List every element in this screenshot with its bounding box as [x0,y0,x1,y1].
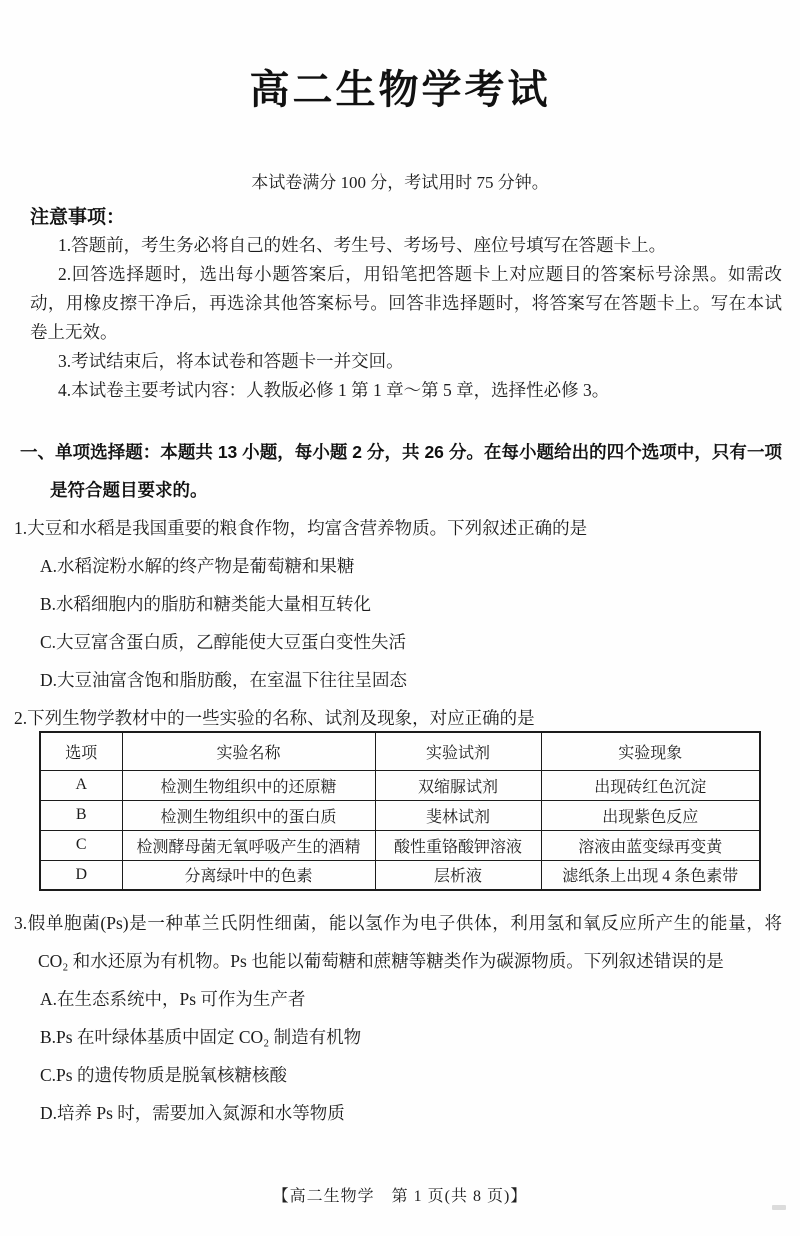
table-cell: 滤纸条上出现 4 条色素带 [541,860,760,890]
page-footer: 【高二生物学 第 1 页(共 8 页)】 [272,1188,528,1205]
question-3-stem: 3.假单胞菌(Ps)是一种革兰氏阴性细菌，能以氢作为电子供体，利用氢和氧反应所产生的能量，将 CO₂ 和水还原为有机物。Ps 也能以葡萄糖和蔗糖等糖类作为碳源物质。下列叙述错误的是 [14,913,782,971]
table-row [40,830,760,860]
question-3-option-c: C.Ps 的遗传物质是脱氧核糖核酸 [40,1065,287,1085]
table-header-option: 选项 [40,732,122,770]
question-1-option-c: C.大豆富含蛋白质，乙醇能使大豆蛋白变性失活 [40,632,407,652]
table-cell: A [40,770,122,800]
table-cell: 检测生物组织中的还原糖 [122,770,375,800]
scan-artifact [772,1205,786,1210]
table-header-reagent: 实验试剂 [375,732,541,770]
table-cell: 斐林试剂 [375,800,541,830]
question-3-option-d: D.培养 Ps 时，需要加入氮源和水等物质 [40,1103,345,1123]
table-cell: 层析液 [375,860,541,890]
table-header-experiment-name: 实验名称 [122,732,375,770]
exam-info: 本试卷满分 100 分，考试用时 75 分钟。 [251,173,549,192]
question-1-option-d: D.大豆油富含饱和脂肪酸，在室温下往往呈固态 [40,670,408,690]
table-cell: 溶液由蓝变绿再变黄 [541,830,760,860]
table-cell: 出现紫色反应 [541,800,760,830]
table-header-row [40,732,760,770]
table-cell: D [40,860,122,890]
question-1-option-b: B.水稻细胞内的脂肪和糖类能大量相互转化 [40,594,372,614]
table-cell: B [40,800,122,830]
question-1-stem: 1.大豆和水稻是我国重要的粮食作物，均富含营养物质。下列叙述正确的是 [14,518,588,538]
notice-item: 2.回答选择题时，选出每小题答案后，用铅笔把答题卡上对应题目的答案标号涂黑。如需改动，用橡皮擦干净后，再选涂其他答案标号。回答非选择题时，将答案写在答题卡上。写在本试卷上无效。 [30,264,782,342]
notice-item: 4.本试卷主要考试内容：人教版必修 1 第 1 章～第 5 章，选择性必修 3。 [58,380,610,400]
table-row [40,770,760,800]
question-3-option-a: A.在生态系统中，Ps 可作为生产者 [40,989,306,1009]
table-header-phenomenon: 实验现象 [541,732,760,770]
table-cell: 分离绿叶中的色素 [122,860,375,890]
table-cell: 双缩脲试剂 [375,770,541,800]
question-1-option-a: A.水稻淀粉水解的终产物是葡萄糖和果糖 [40,556,355,576]
notice-heading: 注意事项： [30,207,126,228]
question-2-stem: 2.下列生物学教材中的一些实验的名称、试剂及现象，对应正确的是 [14,708,535,728]
table-cell: C [40,830,122,860]
notice-section [30,204,782,405]
section-heading: 一、单项选择题：本题共 13 小题，每小题 2 分，共 26 分。在每小题给出的四个选项中，只有一项是符合题目要求的。 [20,442,782,500]
page-title: 高二生物学考试 [249,68,551,112]
table-cell: 检测酵母菌无氧呼吸产生的酒精 [122,830,375,860]
notice-item: 1.答题前，考生务必将自己的姓名、考生号、考场号、座位号填写在答题卡上。 [58,235,667,255]
question-3-option-b: B.Ps 在叶绿体基质中固定 CO₂ 制造有机物 [40,1027,362,1047]
table-cell: 酸性重铬酸钾溶液 [375,830,541,860]
experiments-table [39,731,761,891]
table-cell: 出现砖红色沉淀 [541,770,760,800]
notice-item: 3.考试结束后，将本试卷和答题卡一并交回。 [58,351,404,371]
table-cell: 检测生物组织中的蛋白质 [122,800,375,830]
table-row [40,860,760,890]
table-row [40,800,760,830]
